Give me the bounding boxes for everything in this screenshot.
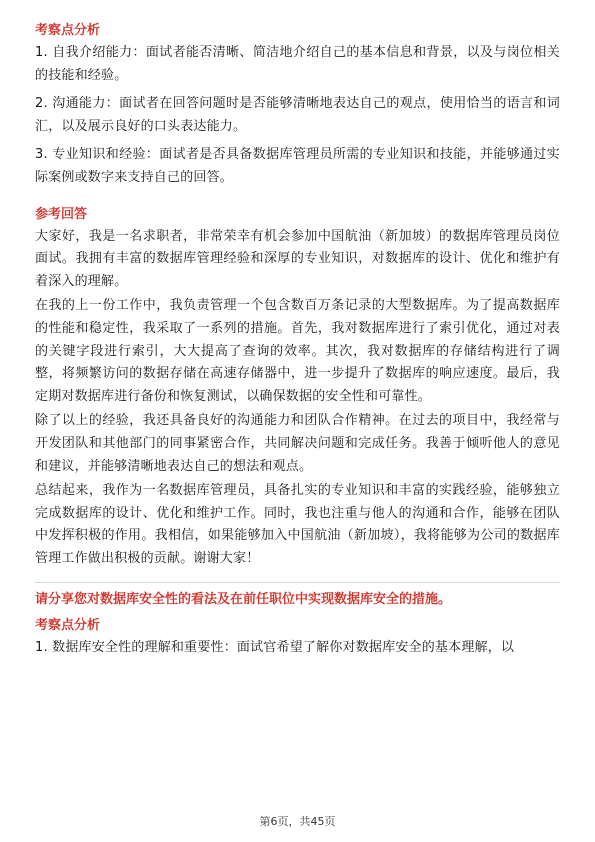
analysis-item: 1. 自我介绍能力：面试者能否清晰、简洁地介绍自己的基本信息和背景，以及与岗位相关的技能和经验。 [35,45,560,83]
analysis-item: 3. 专业知识和经验：面试者是否具备数据库管理员所需的专业知识和技能，并能够通过实际案例或数字来支持自己的回答。 [35,147,560,185]
section-heading-analysis: 考察点分析 [35,23,101,38]
page-number: 第6页，共45页 [259,815,336,828]
reference-answer [35,226,560,571]
section-heading-reference-answer: 参考回答 [35,206,88,222]
answer-paragraph: 总结起来，我作为一名数据库管理员，具备扎实的专业知识和丰富的实践经验，能够独立完成数据库的设计、优化和维护工作。同时，我也注重与他人的沟通和合作，能够在团队中发挥积极的作用。我相信，如果能够加入中国航油（新加坡），我将能够为公司的数据库管理工作做出积极的贡献。谢谢大家！ [35,483,560,566]
answer-paragraph: 除了以上的经验，我还具备良好的沟通能力和团队合作精神。在过去的项目中，我经常与开发团队和其他部门的同事紧密合作，共同解决问题和完成任务。我善于倾听他人的意见和建议，并能够清晰地表达自己的想法和观点。 [35,413,560,474]
analysis-item: 2. 沟通能力：面试者在回答问题时是否能够清晰地表达自己的观点，使用恰当的语言和词汇，以及展示良好的口头表达能力。 [35,96,560,134]
analysis-item: 1. 数据库安全性的理解和重要性：面试官希望了解你对数据库安全的基本理解，以 [35,640,515,656]
section-gap [35,196,560,204]
answer-paragraph: 大家好，我是一名求职者，非常荣幸有机会参加中国航油（新加坡）的数据库管理员岗位面试。我拥有丰富的数据库管理经验和深厚的专业知识，对数据库的设计、优化和维护有着深入的理解。 [35,228,560,289]
section-heading-analysis-2: 考察点分析 [35,618,101,634]
analysis-list-2 [35,637,560,660]
question-title: 请分享您对数据库安全性的看法及在前任职位中实现数据库安全的措施。 [35,592,452,608]
question-divider [35,582,560,583]
analysis-list [35,42,560,190]
page-content [35,20,560,662]
answer-paragraph: 在我的上一份工作中，我负责管理一个包含数百万条记录的大型数据库。为了提高数据库的性能和稳定性，我采取了一系列的措施。首先，我对数据库进行了索引优化，通过对表的关键字段进行索引，大大提高了查询的效率。其次，我对数据库的存储结构进行了调整，将频繁访问的数据存储在高速存储器中，进一步提升了数据库的响应速度。最后，我定期对数据库进行备份和恢复测试，以确保数据的安全性和可靠性。 [35,298,560,404]
